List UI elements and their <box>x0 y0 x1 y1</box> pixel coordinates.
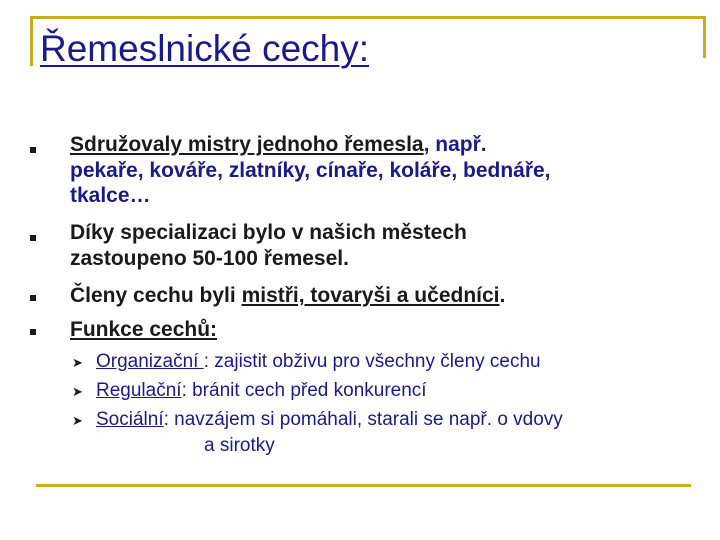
frame-left-line <box>30 16 33 66</box>
slide-title: Řemeslnické cechy: <box>40 28 370 69</box>
bullet-text <box>70 220 690 271</box>
bullet-text <box>70 283 690 309</box>
square-bullet-icon <box>30 329 36 335</box>
bullet-text <box>70 132 690 209</box>
square-bullet-icon <box>30 235 36 241</box>
bullet-text-line: Díky specializaci bylo v našich městech <box>70 221 467 244</box>
bullet-text <box>70 317 690 343</box>
frame-bottom-line <box>36 484 691 487</box>
arrow-bullet-icon: ➤ <box>72 384 83 399</box>
square-bullet-icon <box>30 295 36 301</box>
frame-top-line <box>30 16 706 19</box>
bullet-text-underlined: Sdružovaly mistry jednoho řemesla <box>70 133 424 156</box>
bullet-text-part: . <box>499 284 506 307</box>
sub-bullet-term: Organizační <box>96 351 204 372</box>
sub-bullet-text <box>96 408 706 432</box>
sub-bullet-term: Sociální <box>96 409 164 430</box>
arrow-bullet-icon: ➤ <box>72 355 83 370</box>
sub-bullet-desc: : bránit cech před konkurencí <box>181 380 427 401</box>
sub-bullet-text <box>96 379 706 403</box>
sub-bullet-continuation: a sirotky <box>204 435 275 456</box>
sub-bullet-desc: : zajistit obživu pro všechny členy cechu <box>203 351 541 372</box>
frame-right-line <box>703 16 706 58</box>
bullet-text-line: pekaře, kováře, zlatníky, cínaře, koláře, bednáře, <box>70 158 551 182</box>
bullet-text-part: Členy cechu byli <box>70 284 242 307</box>
bullet-text-underlined: mistři, tovaryši a učedníci <box>241 284 500 307</box>
sub-bullet-text <box>96 350 706 374</box>
bullet-text-blue: , např. <box>423 133 487 156</box>
bullet-text-underlined: Funkce cechů: <box>70 318 218 341</box>
sub-bullet-desc: : navzájem si pomáhali, starali se např. o vdovy <box>163 409 563 430</box>
bullet-text-line: tkalce… <box>70 184 151 207</box>
square-bullet-icon <box>30 147 36 153</box>
arrow-bullet-icon: ➤ <box>72 413 83 428</box>
sub-bullet-term: Regulační <box>96 380 182 401</box>
bullet-text-line: zastoupeno 50-100 řemesel. <box>70 246 349 270</box>
